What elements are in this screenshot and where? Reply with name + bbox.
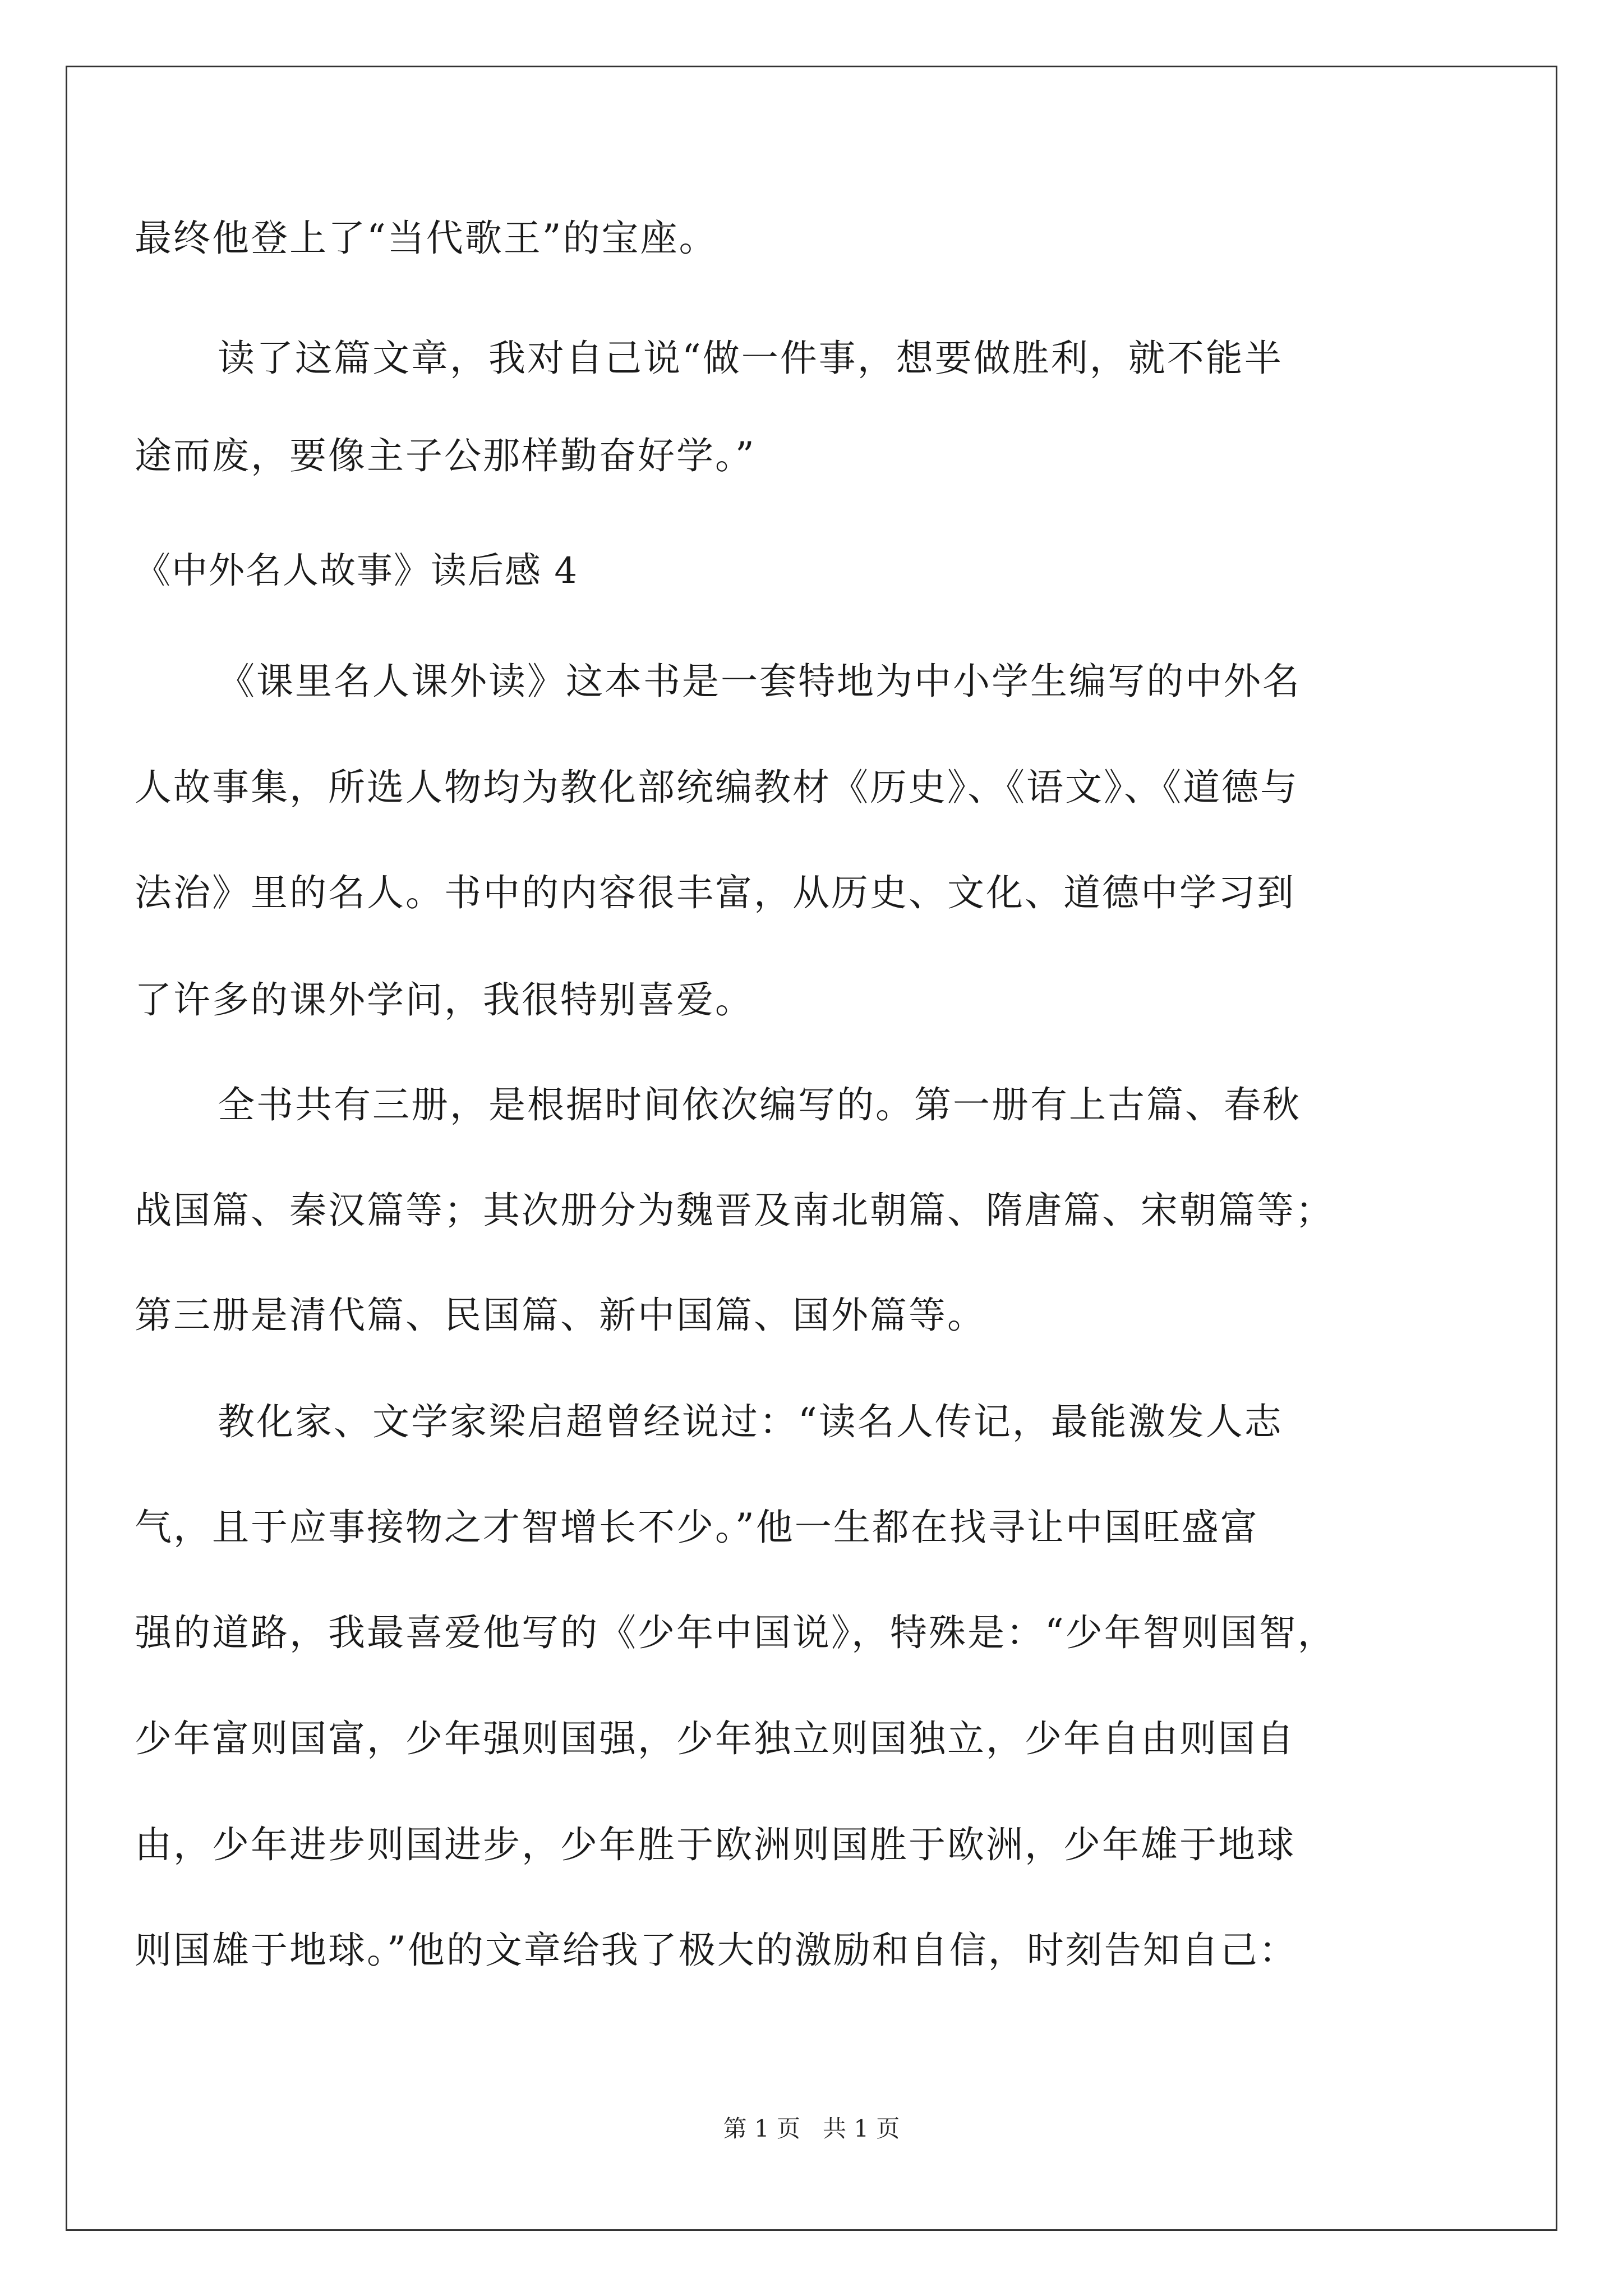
- paragraph-line: 第三册是清代篇、民国篇、新中国篇、国外篇等。: [135, 1294, 986, 1337]
- paragraph-line: 全书共有三册，是根据时间依次编写的。第一册有上古篇、春秋: [218, 1083, 1301, 1126]
- paragraph-line: 最终他登上了“当代歌王”的宝座。: [135, 217, 718, 260]
- page-border: [66, 66, 1557, 2231]
- paragraph-line: 教化家、文学家梁启超曾经说过：“读名人传记，最能激发人志: [218, 1400, 1283, 1443]
- paragraph-line: 途而废，要像主子公那样勤奋好学。”: [135, 434, 756, 477]
- paragraph-line: 少年富则国富，少年强则国强，少年独立则国独立，少年自由则国自: [135, 1717, 1295, 1760]
- paragraph-line: 读了这篇文章，我对自己说“做一件事，想要做胜利，就不能半: [218, 337, 1283, 380]
- page-total: 共 1 页: [823, 2115, 900, 2142]
- paragraph-line: 战国篇、秦汉篇等；其次册分为魏晋及南北朝篇、隋唐篇、宋朝篇等；: [135, 1189, 1334, 1232]
- paragraph-line: 人故事集，所选人物均为教化部统编教材《历史》、《语文》、《道德与: [135, 766, 1299, 809]
- paragraph-line: 由，少年进步则国进步，少年胜于欧洲则国胜于欧洲，少年雄于地球: [135, 1823, 1295, 1866]
- paragraph-line: 则国雄于地球。”他的文章给我了极大的激励和自信，时刻告知自己：: [135, 1929, 1298, 1972]
- page-number: 第 1 页: [723, 2115, 800, 2142]
- section-heading: 《中外名人故事》读后感 4: [135, 550, 579, 592]
- page-footer: [0, 2112, 1623, 2146]
- paragraph-line: 了许多的课外学问，我很特别喜爱。: [135, 978, 754, 1022]
- paragraph-line: 气，且于应事接物之才智增长不少。”他一生都在找寻让中国旺盛富: [135, 1506, 1259, 1549]
- paragraph-line: 法治》里的名人。书中的内容很丰富，从历史、文化、道德中学习到: [135, 871, 1295, 914]
- paragraph-line: 《课里名人课外读》这本书是一套特地为中小学生编写的中外名: [218, 660, 1301, 703]
- paragraph-line: 强的道路，我最喜爱他写的《少年中国说》，特殊是：“少年智则国智，: [135, 1611, 1336, 1654]
